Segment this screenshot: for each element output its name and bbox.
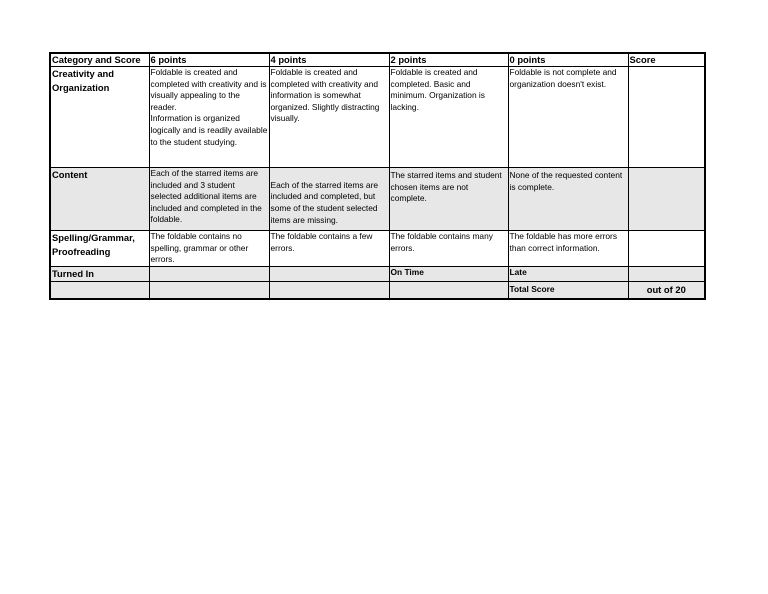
total-score-value[interactable]: out of 20 (628, 282, 705, 299)
rubric-cell-0: None of the requested content is complete. (508, 168, 628, 231)
empty-cell (50, 282, 149, 299)
rubric-cell-6 (149, 267, 269, 282)
header-category: Category and Score (50, 53, 149, 67)
category-cell: Content (50, 168, 149, 231)
rubric-cell-0: The foldable has more errors than correct information. (508, 231, 628, 267)
header-4-points: 4 points (269, 53, 389, 67)
category-cell: Creativity and Organization (50, 67, 149, 168)
grading-rubric-table (49, 52, 706, 300)
total-score-label: Total Score (508, 282, 628, 299)
rubric-cell-4 (269, 267, 389, 282)
rubric-cell-2: On Time (389, 267, 508, 282)
total-row (50, 282, 705, 299)
table-row (50, 267, 705, 282)
empty-cell (149, 282, 269, 299)
rubric-cell-2: The starred items and student chosen items are not complete. (389, 168, 508, 231)
rubric-cell-4: Foldable is created and completed with creativity and information is somewhat organized. Slightly distracting visually. (269, 67, 389, 168)
empty-cell (269, 282, 389, 299)
rubric-cell-6: Foldable is created and completed with creativity and is visually appealing to the reader. Information is organized logically and is readily available to the student studying. (149, 67, 269, 168)
rubric-cell-2: Foldable is created and completed. Basic and minimum. Organization is lacking. (389, 67, 508, 168)
category-cell: Spelling/Grammar, Proofreading (50, 231, 149, 267)
score-cell[interactable] (628, 231, 705, 267)
score-cell[interactable] (628, 267, 705, 282)
rubric-cell-6: The foldable contains no spelling, grammar or other errors. (149, 231, 269, 267)
table-row (50, 168, 705, 231)
table-row (50, 67, 705, 168)
rubric-cell-4: The foldable contains a few errors. (269, 231, 389, 267)
header-2-points: 2 points (389, 53, 508, 67)
header-score: Score (628, 53, 705, 67)
category-cell: Turned In (50, 267, 149, 282)
rubric-cell-0: Late (508, 267, 628, 282)
score-cell[interactable] (628, 67, 705, 168)
rubric-cell-0: Foldable is not complete and organization doesn't exist. (508, 67, 628, 168)
header-0-points: 0 points (508, 53, 628, 67)
empty-cell (389, 282, 508, 299)
header-row (50, 53, 705, 67)
rubric-cell-4: Each of the starred items are included and completed, but some of the student selected items are missing. (269, 168, 389, 231)
header-6-points: 6 points (149, 53, 269, 67)
score-cell[interactable] (628, 168, 705, 231)
rubric-cell-2: The foldable contains many errors. (389, 231, 508, 267)
rubric-cell-6: Each of the starred items are included and 3 student selected additional items are included and completed in the foldable. (149, 168, 269, 231)
table-row (50, 231, 705, 267)
